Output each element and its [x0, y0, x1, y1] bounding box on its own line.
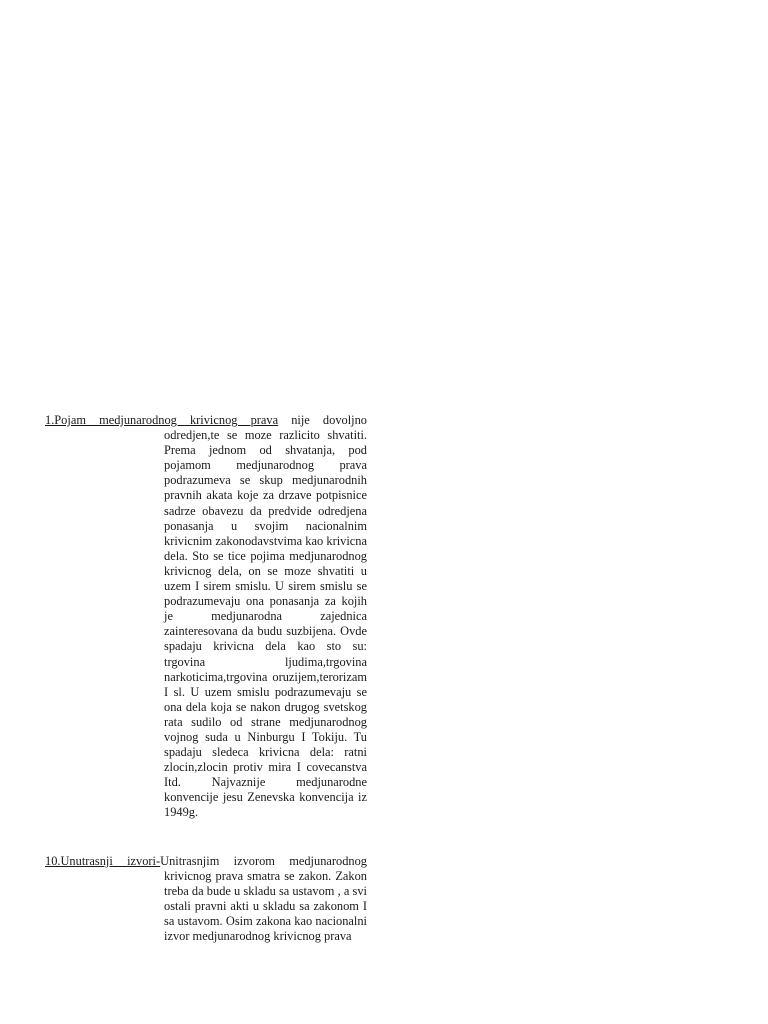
section-unutrasnji-izvori	[45, 854, 367, 945]
section-pojam-medjunarodnog-krivicnog-prava	[45, 413, 367, 821]
section-heading: 1.Pojam medjunarodnog krivicnog prava	[45, 413, 279, 427]
section-body: nije dovoljno odredjen,te se moze razlicito shvatiti. Prema jednom od shvatanja, pod pojamom medjunarodnog prava podrazumeva se skup medjunarodnih pravnih akata koje za drzave potpisnice sadrze obavezu da predvide odredjena ponasanja u svojim nacionalnim krivicnim zakonodavstvima kao krivicna dela. Sto se tice pojima medjunarodnog krivicnog dela, on se moze shvatiti u uzem I sirem smislu. U sirem smislu se podrazumevaju ona ponasanja za kojih je medjunarodna zajednica zainteresovana da budu suzbijena. Ovde spadaju krivicna dela kao sto su: trgovina ljudima,trgovina narkoticima,trgovina oruzijem,terorizam I sl. U uzem smislu podrazumevaju se ona dela koja se nakon drugog svetskog rata sudilo od strane medjunarodnog vojnog suda u Ninburgu I Tokiju. Tu spadaju sledeca krivicna dela: ratni zlocin,zlocin protiv mira I covecanstva Itd. Najvaznije medjunarodne konvencije jesu Zenevska konvencija iz 1949g.	[164, 413, 367, 820]
section-heading: 10.Unutrasnji izvori-	[45, 854, 161, 868]
section-body: Unitrasnjim izvorom medjunarodnog krivicnog prava smatra se zakon. Zakon treba da bude u skladu sa ustavom , a svi ostali pravni akti u skladu sa zakonom I sa ustavom. Osim zakona kao nacionalni izvor medjunarodnog krivicnog prava	[160, 854, 367, 944]
